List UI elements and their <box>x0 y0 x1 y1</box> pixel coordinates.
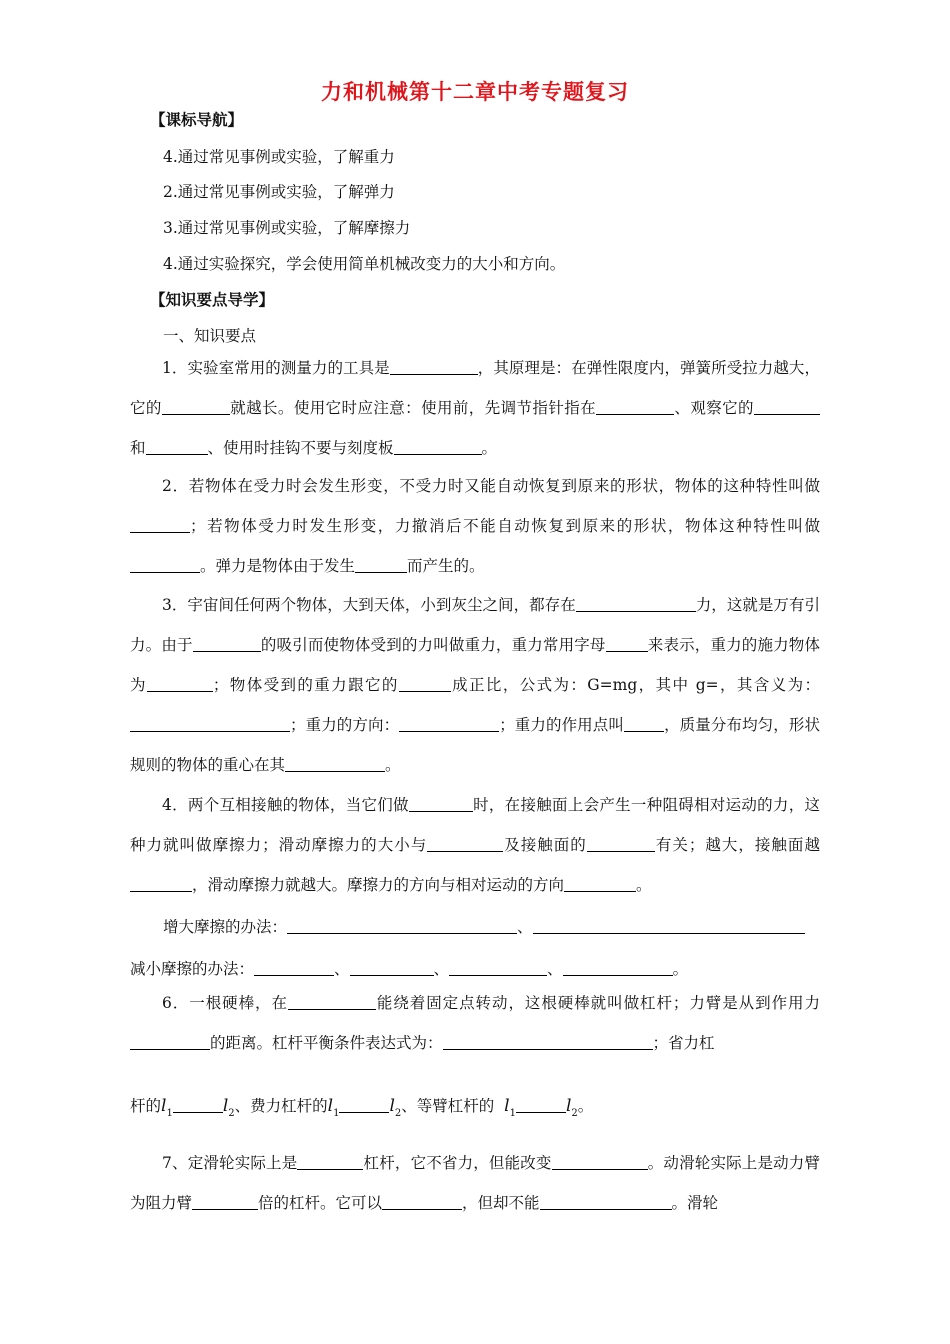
answer-blank[interactable] <box>427 835 503 852</box>
goal-item: 2.通过常见事例或实验，了解弹力 <box>163 183 395 201</box>
decrease-friction-line <box>130 957 688 979</box>
text: 2 <box>571 1108 578 1119</box>
answer-blank[interactable] <box>754 398 820 415</box>
answer-blank[interactable] <box>130 556 200 573</box>
text: 1 <box>509 1108 516 1119</box>
text: 时，在接触面上会产生一种阻碍相对运动的力，这种力就叫做摩擦力；滑动摩擦力的大小与 <box>130 796 820 854</box>
answer-blank[interactable] <box>192 1193 258 1210</box>
l2-symbol <box>565 1096 578 1119</box>
text: 2．若物体在受力时会发生形变，不受力时又能自动恢复到原来的形状，物体的这种特性叫做 <box>162 477 820 495</box>
question-6 <box>130 983 820 1063</box>
answer-blank[interactable] <box>563 959 673 976</box>
subsection-heading: 一、知识要点 <box>163 327 257 345</box>
text: ，质量分布均匀，形状规则的物体的重心在其 <box>130 716 820 774</box>
answer-blank[interactable] <box>576 595 696 612</box>
answer-blank[interactable] <box>399 715 499 732</box>
text: 4．两个互相接触的物体，当它们做 <box>162 796 409 814</box>
text: ，其含义为： <box>718 676 820 694</box>
answer-blank[interactable] <box>130 516 190 533</box>
text: 6．一根硬棒，在 <box>162 994 288 1012</box>
answer-blank[interactable] <box>146 438 208 455</box>
text: 的距离。杠杆平衡条件表达式为： <box>210 1034 443 1052</box>
text: 的吸引而使物体受到的力叫做重力，重力常用字母 <box>260 636 606 654</box>
answer-blank[interactable] <box>288 993 376 1010</box>
text: ；重力的作用点叫 <box>499 716 624 734</box>
text: 越大，接触面越 <box>704 836 820 854</box>
answer-blank[interactable] <box>390 358 478 375</box>
answer-blank[interactable] <box>587 835 655 852</box>
answer-blank[interactable] <box>624 715 664 732</box>
text: 、 <box>517 918 533 936</box>
text: 来表示，重力的施力物体为 <box>130 636 820 694</box>
text: 及接触面的 <box>503 836 587 854</box>
text: 能绕着固定点转动，这根硬棒就叫做杠杆；力臂是从 <box>375 994 756 1012</box>
text: 。滑轮 <box>671 1194 719 1212</box>
goal-item: 4.通过实验探究，学会使用简单机械改变力的大小和方向。 <box>163 255 566 273</box>
l2-symbol <box>222 1096 235 1119</box>
answer-blank[interactable] <box>287 917 517 934</box>
text: 、 <box>334 960 350 978</box>
text: 、观察它的 <box>674 399 754 417</box>
text: 而产生的。 <box>407 557 485 575</box>
text: l <box>504 1096 510 1116</box>
answer-blank[interactable] <box>130 1033 210 1050</box>
text: 杆的 <box>130 1097 162 1115</box>
page-title: 力和机械第十二章中考专题复习 <box>321 79 629 104</box>
text: 和 <box>130 439 146 457</box>
text: ，其原理是：在弹性限度内，弹簧所受拉力越大，它的 <box>130 359 820 417</box>
answer-blank[interactable] <box>564 875 636 892</box>
answer-blank[interactable] <box>339 1096 389 1113</box>
text: 力，这就是万有引力。由于 <box>130 596 820 654</box>
knowledge-heading: 【知识要点导学】 <box>150 290 275 309</box>
text: 。 <box>636 876 652 894</box>
question-4 <box>130 785 820 905</box>
text: 减小摩擦的办法： <box>130 960 255 978</box>
text: 、费力杠杆的 <box>234 1097 328 1115</box>
text: 、使用时挂钩不要与刻度板 <box>207 439 394 457</box>
text: 成正比，公式为：G=mg，其中 g= <box>450 676 719 694</box>
text: ，但却不能 <box>462 1194 540 1212</box>
text: 2 <box>394 1108 402 1119</box>
answer-blank[interactable] <box>443 1033 653 1050</box>
question-1 <box>130 348 820 468</box>
l1-symbol <box>161 1096 173 1119</box>
text: ，滑动摩擦力就越大。摩擦力的方向与相对运动的方向 <box>192 876 565 894</box>
text: 。弹力是物体由于发生 <box>200 557 356 575</box>
nav-heading: 【课标导航】 <box>150 110 244 129</box>
text: 到作用力 <box>755 994 820 1012</box>
text: 。 <box>672 960 689 978</box>
question-3 <box>130 585 820 785</box>
answer-blank[interactable] <box>540 1193 672 1210</box>
answer-blank[interactable] <box>350 959 434 976</box>
answer-blank[interactable] <box>606 635 648 652</box>
answer-blank[interactable] <box>355 556 407 573</box>
goal-item: 4.通过常见事例或实验，了解重力 <box>163 148 395 166</box>
text: 1 <box>166 1108 173 1119</box>
l1-symbol <box>504 1096 516 1119</box>
text: 1．实验室常用的测量力的工具是 <box>162 359 390 377</box>
answer-blank[interactable] <box>173 1096 223 1113</box>
text: 有关； <box>654 836 705 854</box>
answer-blank[interactable] <box>297 1153 363 1170</box>
text: 、等臂杠杆的 <box>401 1097 495 1115</box>
question-7 <box>130 1143 820 1223</box>
text: l <box>161 1096 167 1116</box>
text: 。 <box>481 439 498 457</box>
text: 、 <box>547 960 563 978</box>
answer-blank[interactable] <box>394 438 482 455</box>
text: ；若物体受力时发生形变，力撤消后不能自动恢复到原来的形状，物体这种特性叫做 <box>190 517 820 535</box>
question-2 <box>130 466 820 586</box>
text: l <box>565 1096 572 1116</box>
goal-item: 3.通过常见事例或实验，了解摩擦力 <box>163 219 411 237</box>
text: l <box>327 1096 334 1116</box>
answer-blank[interactable] <box>533 917 805 934</box>
answer-blank[interactable] <box>552 1153 648 1170</box>
text: 1 <box>333 1108 340 1119</box>
answer-blank[interactable] <box>147 675 213 692</box>
text: 。 <box>385 756 401 774</box>
l2-symbol <box>389 1096 402 1119</box>
text: 杠杆，它不省力，但能改变 <box>363 1154 552 1172</box>
text: 动力臂为阻力臂 <box>130 1154 820 1212</box>
answer-blank[interactable] <box>130 715 290 732</box>
text: 、 <box>433 960 450 978</box>
answer-blank[interactable] <box>399 675 451 692</box>
text: 增大摩擦的办法： <box>163 918 288 936</box>
text: 3．宇宙间任何两个物体，大到天体，小到灰尘之间，都存在 <box>162 596 576 614</box>
text: 7、定滑轮实际上是 <box>162 1154 298 1172</box>
text: ；重力的方向： <box>290 716 400 734</box>
answer-blank[interactable] <box>596 398 674 415</box>
text: 。动滑轮实际上是 <box>647 1154 774 1172</box>
text: ；物体受到的重力跟它的 <box>212 676 399 694</box>
answer-blank[interactable] <box>285 755 385 772</box>
text: 2 <box>228 1108 235 1119</box>
answer-blank[interactable] <box>130 875 192 892</box>
text: l <box>389 1096 395 1116</box>
text: 。 <box>577 1097 594 1115</box>
text: 倍的杠杆。它可以 <box>258 1194 383 1212</box>
answer-blank[interactable] <box>382 1193 462 1210</box>
answer-blank[interactable] <box>409 795 473 812</box>
answer-blank[interactable] <box>449 959 547 976</box>
answer-blank[interactable] <box>254 959 334 976</box>
answer-blank[interactable] <box>162 398 230 415</box>
answer-blank[interactable] <box>516 1096 566 1113</box>
text: l <box>222 1096 229 1116</box>
l1-symbol <box>327 1096 340 1119</box>
increase-friction-line <box>163 915 805 937</box>
answer-blank[interactable] <box>193 635 261 652</box>
text: ；省力杠 <box>652 1034 715 1052</box>
text: 就越长。使用它时应注意：使用前，先调节指针指在 <box>229 399 597 417</box>
lever-compare-line <box>130 1094 593 1119</box>
